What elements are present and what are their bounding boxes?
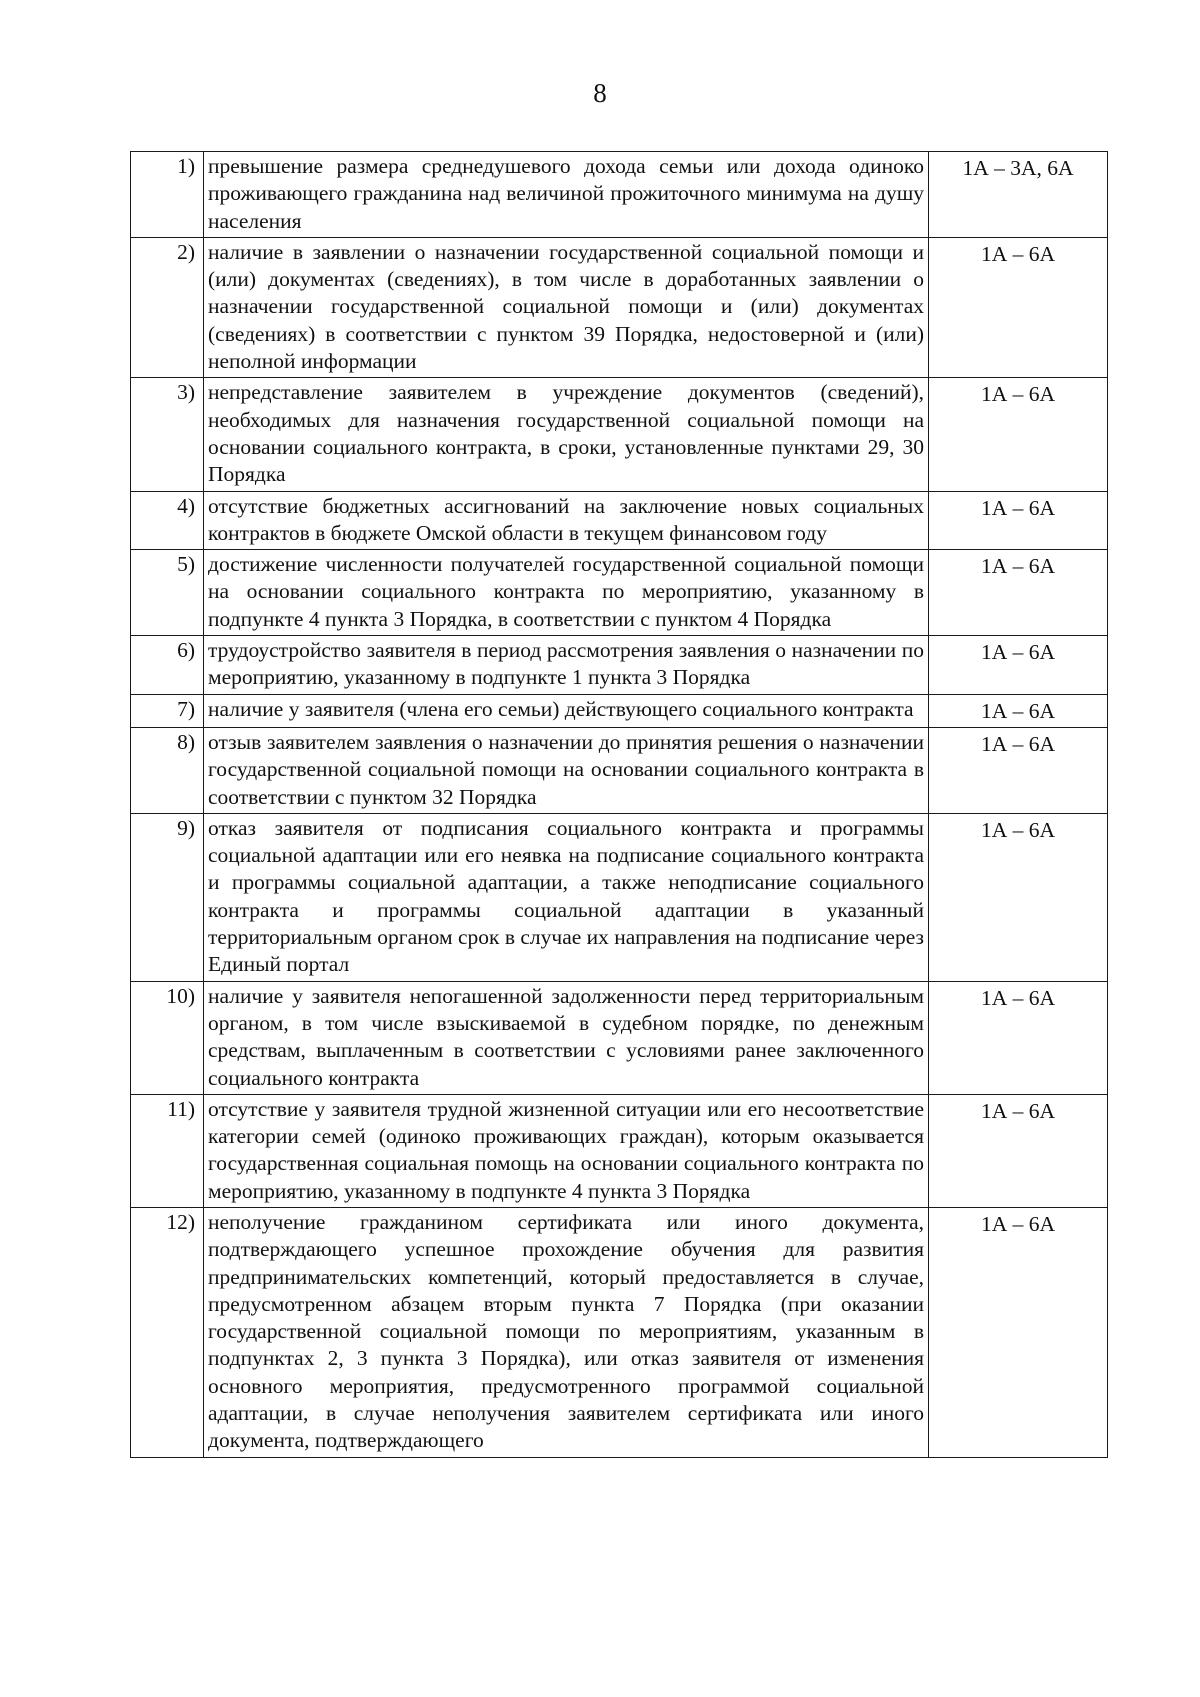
table-row (131, 1207, 1108, 1457)
table-row (131, 694, 1108, 727)
row-text: наличие в заявлении о назначении государственной социальной помощи и (или) документах (сведениях), в том числе в доработанных заявлении о назначении государственной социальной помощи и (или) документах (сведениях) в соответствии с пунктом 39 Порядка, недостоверной и (или) неполной информации (204, 237, 929, 377)
table-row (131, 550, 1108, 636)
row-number: 5) (131, 550, 204, 636)
row-number: 10) (131, 981, 204, 1094)
table-row (131, 237, 1108, 377)
reasons-table-body (131, 152, 1108, 1458)
table-row (131, 636, 1108, 695)
row-text: трудоустройство заявителя в период рассмотрения заявления о назначении по мероприятию, указанному в подпункте 1 пункта 3 Порядка (204, 636, 929, 695)
table-row (131, 1094, 1108, 1207)
page-number: 8 (593, 78, 607, 108)
row-number: 12) (131, 1207, 204, 1457)
row-number: 9) (131, 813, 204, 981)
row-code: 1А – 6А (929, 491, 1108, 550)
row-text: отсутствие у заявителя трудной жизненной ситуации или его несоответствие категории семей (одиноко проживающих граждан), которым оказывается государственная социальная помощь на основании социального контракта по мероприятию, указанному в подпункте 4 пункта 3 Порядка (204, 1094, 929, 1207)
row-text: отзыв заявителем заявления о назначении до принятия решения о назначении государственной социальной помощи на основании социального контракта в соответствии с пунктом 32 Порядка (204, 727, 929, 813)
row-text: непредставление заявителем в учреждение документов (сведений), необходимых для назначения государственной социальной помощи на основании социального контракта, в сроки, установленные пунктами 29, 30 Порядка (204, 378, 929, 491)
row-text: отказ заявителя от подписания социального контракта и программы социальной адаптации или его неявка на подписание социального контракта и программы социальной адаптации, а также неподписание социального контракта и программы социальной адаптации в указанный территориальным органом срок в случае их направления на подписание через Единый портал (204, 813, 929, 981)
table-row (131, 491, 1108, 550)
row-code: 1А – 6А (929, 636, 1108, 695)
row-text: неполучение гражданином сертификата или иного документа, подтверждающего успешное прохождение обучения для развития предпринимательских компетенций, который предоставляется в случае, предусмотренном абзацем вторым пункта 7 Порядка (при оказании государственной социальной помощи по мероприятиям, указанным в подпунктах 2, 3 пункта 3 Порядка), или отказ заявителя от изменения основного мероприятия, предусмотренного программой социальной адаптации, в случае неполучения заявителем сертификата или иного документа, подтверждающего (204, 1207, 929, 1457)
row-text: наличие у заявителя непогашенной задолженности перед территориальным органом, в том числе взыскиваемой в судебном порядке, по денежным средствам, выплаченным в соответствии с условиями ранее заключенного социального контракта (204, 981, 929, 1094)
row-number: 3) (131, 378, 204, 491)
row-number: 7) (131, 694, 204, 727)
row-code: 1А – 6А (929, 378, 1108, 491)
row-code: 1А – 6А (929, 694, 1108, 727)
row-code: 1А – 6А (929, 550, 1108, 636)
table-row (131, 981, 1108, 1094)
row-text: превышение размера среднедушевого дохода семьи или дохода одиноко проживающего гражданина над величиной прожиточного минимума на душу населения (204, 152, 929, 238)
row-code: 1А – 6А (929, 237, 1108, 377)
table-row (131, 727, 1108, 813)
table-row (131, 813, 1108, 981)
row-code: 1А – 6А (929, 813, 1108, 981)
row-text: достижение численности получателей государственной социальной помощи на основании социального контракта по мероприятию, указанному в подпункте 4 пункта 3 Порядка, в соответствии с пунктом 4 Порядка (204, 550, 929, 636)
row-text: наличие у заявителя (члена его семьи) действующего социального контракта (204, 694, 929, 727)
row-number: 1) (131, 152, 204, 238)
row-code: 1А – 6А (929, 981, 1108, 1094)
row-code: 1А – 6А (929, 1094, 1108, 1207)
table-row (131, 378, 1108, 491)
reasons-table (130, 151, 1108, 1458)
row-number: 6) (131, 636, 204, 695)
row-text: отсутствие бюджетных ассигнований на заключение новых социальных контрактов в бюджете Омской области в текущем финансовом году (204, 491, 929, 550)
row-number: 8) (131, 727, 204, 813)
row-code: 1А – 3А, 6А (929, 152, 1108, 238)
row-code: 1А – 6А (929, 727, 1108, 813)
row-code: 1А – 6А (929, 1207, 1108, 1457)
table-row (131, 152, 1108, 238)
row-number: 11) (131, 1094, 204, 1207)
row-number: 4) (131, 491, 204, 550)
row-number: 2) (131, 237, 204, 377)
